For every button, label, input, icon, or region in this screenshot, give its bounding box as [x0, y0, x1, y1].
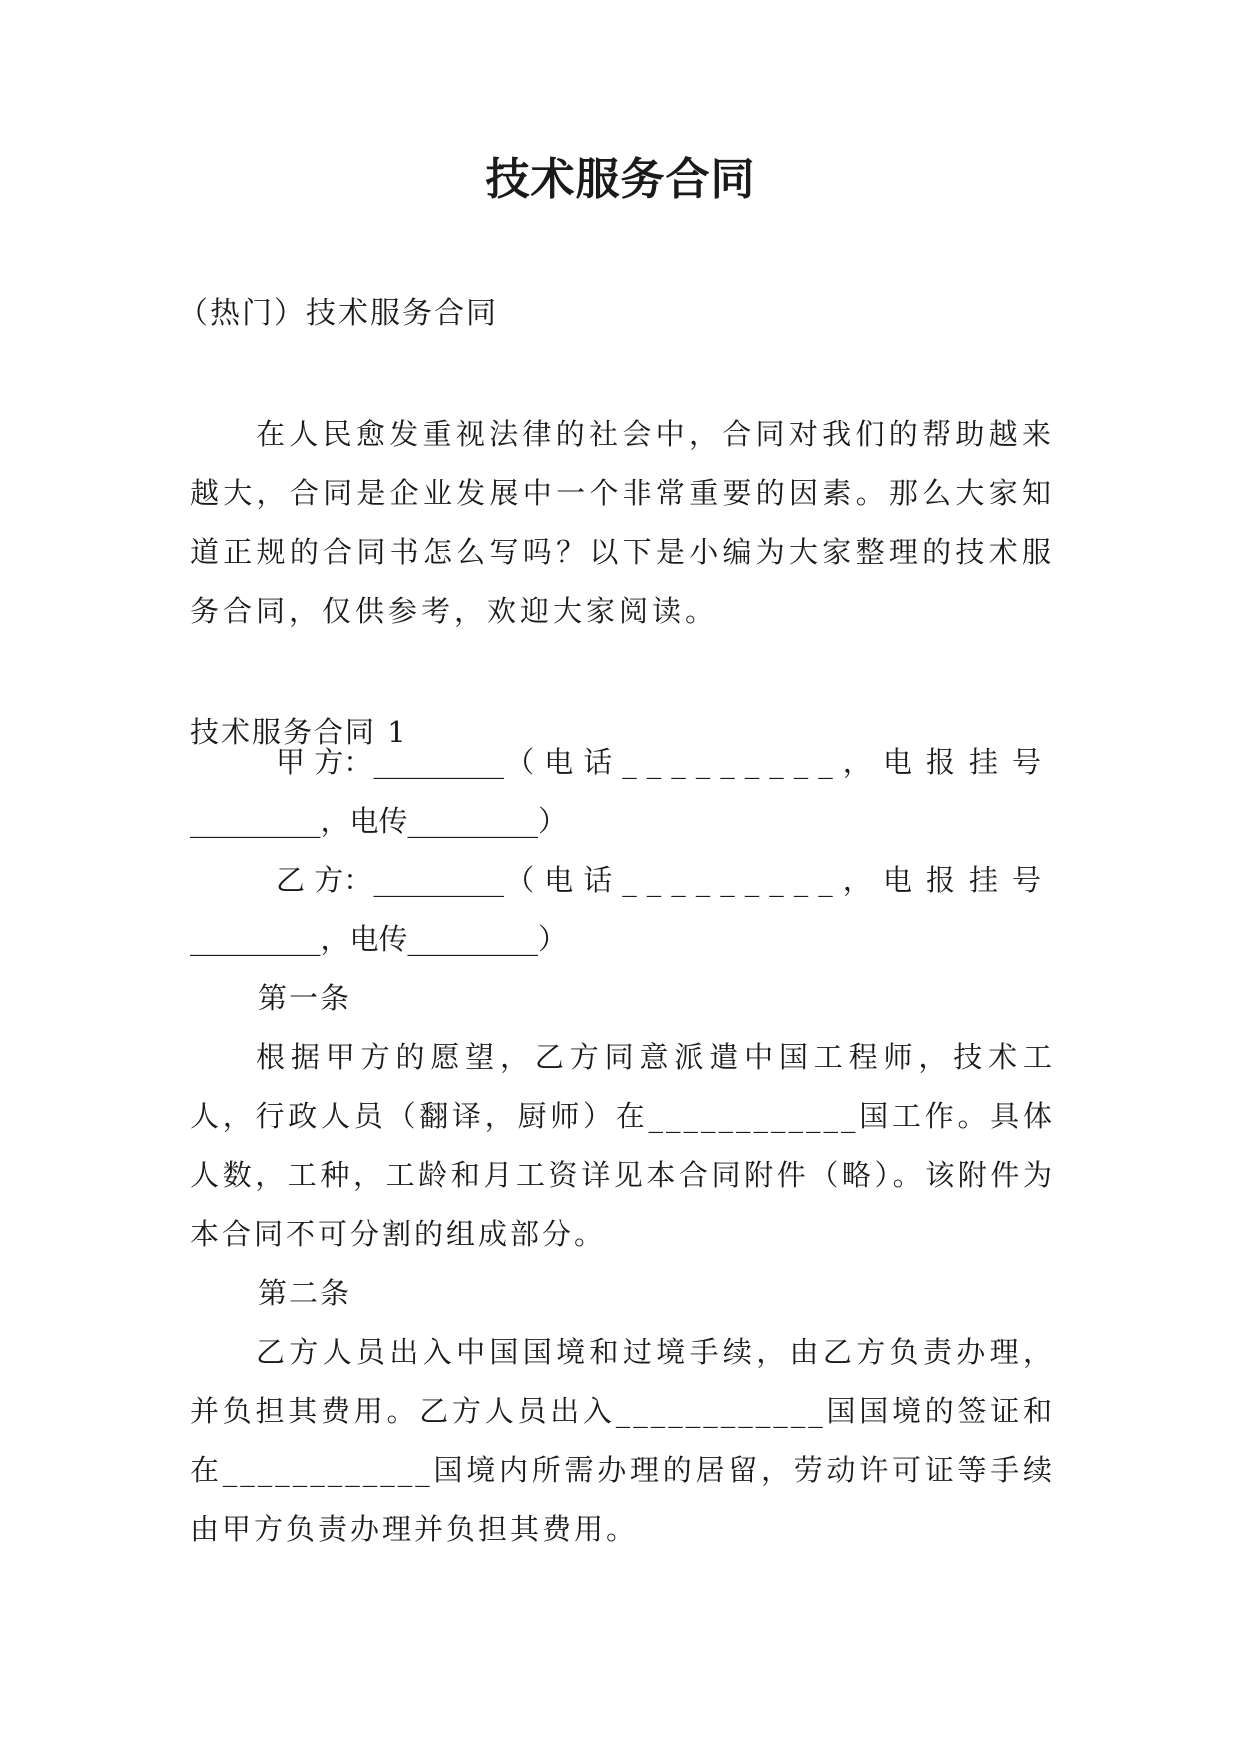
party-b-line2: _________，电传_________）: [190, 922, 568, 956]
party-a-block: [190, 733, 1055, 851]
article2-heading: 第二条: [258, 1276, 352, 1310]
party-a-line2: _________，电传_________）: [190, 804, 568, 838]
party-a-line1: [190, 733, 1055, 792]
document-title: 技术服务合同: [485, 154, 756, 205]
party-a-name-blank: _________: [373, 745, 504, 779]
party-b-line1: [190, 851, 1055, 910]
party-b-phone: （电话_________，: [505, 863, 882, 897]
party-b-label: 乙 方：: [276, 863, 373, 897]
party-b-telegraph: 电报挂号: [882, 863, 1055, 897]
article2-text: 乙方人员出入中国国境和过境手续，由乙方负责办理，并负担其费用。乙方人员出入____________国国境的签证和在____________国境内所需办理的居留，劳动许可证等手续由甲方负责办理并负担其费用。: [190, 1335, 1055, 1546]
article1-text: 根据甲方的愿望，乙方同意派遣中国工程师，技术工人，行政人员（翻译，厨师）在____________国工作。具体人数，工种，工龄和月工资详见本合同附件（略）。该附件为本合同不可分割的组成部分。: [190, 1040, 1055, 1251]
document-subtitle: （热门）技术服务合同: [178, 296, 498, 331]
party-a-label: 甲 方：: [276, 745, 373, 779]
party-a-telegraph: 电报挂号: [882, 745, 1055, 779]
party-b-block: [190, 851, 1055, 969]
party-a-phone: （电话_________，: [505, 745, 882, 779]
party-b-name-blank: _________: [373, 863, 504, 897]
intro-paragraph: 在人民愈发重视法律的社会中，合同对我们的帮助越来越大，合同是企业发展中一个非常重要的因素。那么大家知道正规的合同书怎么写吗？以下是小编为大家整理的技术服务合同，仅供参考，欢迎大家阅读。: [190, 417, 1055, 628]
section-heading: 技术服务合同 1: [190, 715, 408, 749]
article1-heading: 第一条: [258, 981, 352, 1015]
